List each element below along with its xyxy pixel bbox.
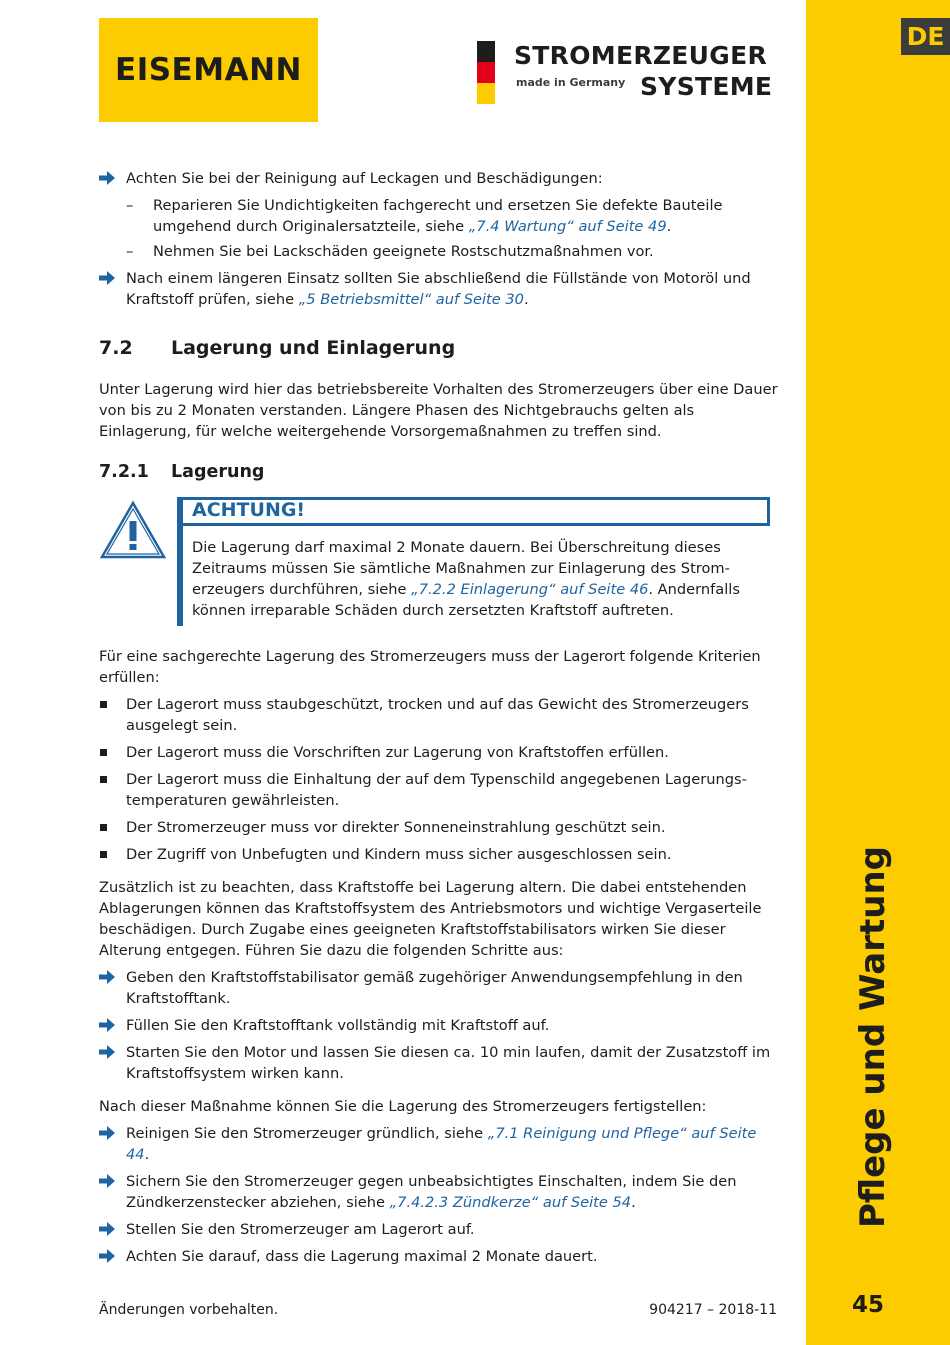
- square-bullet-icon: [100, 851, 107, 858]
- section-number: 7.2: [99, 337, 133, 359]
- brand-tagline: made in Germany: [516, 76, 626, 89]
- sub-item-text: Nehmen Sie bei Lackschäden geeignete Rostschutzmaßnahmen vor.: [153, 243, 654, 260]
- warning-title: ACHTUNG!: [192, 499, 306, 521]
- sub-item-text: Reparieren Sie Undichtigkeiten fachgerecht und ersetzen Sie defekte Bauteile umgehend durch Originalersatzteile, siehe: [153, 197, 723, 235]
- list-item: [99, 844, 779, 865]
- cross-reference-link[interactable]: „5 Betriebsmittel“ auf Seite 30: [298, 291, 524, 308]
- list-item: [99, 769, 779, 811]
- arrow-right-icon: [99, 271, 115, 285]
- subsection-title: Lagerung: [171, 462, 265, 482]
- document-id: 904217 – 2018-11: [649, 1302, 777, 1318]
- section-title: Lagerung und Einlagerung: [171, 337, 456, 359]
- cross-reference-link[interactable]: „7.1 Reinigung und Pflege“ auf Seite 44: [126, 1125, 757, 1163]
- arrow-right-icon: [99, 1249, 115, 1263]
- dash-marker: –: [126, 197, 134, 214]
- arrow-right-icon: [99, 1222, 115, 1236]
- page-number: 45: [851, 1292, 884, 1318]
- logo-text: EISEMANN: [115, 52, 302, 88]
- arrow-right-icon: [99, 1045, 115, 1059]
- list-item-text: Sichern Sie den Stromerzeuger gegen unbeabsichtigtes Einschalten, indem Sie den Zündkerzenstecker abziehen, siehe: [126, 1173, 737, 1211]
- square-bullet-icon: [100, 749, 107, 756]
- list-item-text: Der Zugriff von Unbefugten und Kindern muss sicher ausgeschlossen sein.: [126, 846, 672, 863]
- brand-line-2: SYSTEME: [640, 72, 773, 101]
- brand-line-1: STROMERZEUGER: [514, 41, 768, 70]
- square-bullet-icon: [100, 701, 107, 708]
- list-item-text: Der Lagerort muss staubgeschützt, trocken und auf das Gewicht des Stromerzeugers ausgelegt sein.: [126, 696, 749, 734]
- warning-text-start: Die Lagerung darf maximal 2 Monate dauern. Bei Überschreitung dieses Zeitraums müssen Sie sämtliche Maßnahmen zur Einlagerung des Stromerzeugers durchführen, siehe: [192, 539, 730, 598]
- list-item-text: Achten Sie darauf, dass die Lagerung maximal 2 Monate dauert.: [126, 1248, 598, 1265]
- list-item-text: Füllen Sie den Kraftstofftank vollständig mit Kraftstoff auf.: [126, 1017, 550, 1034]
- cross-reference-link[interactable]: „7.4.2.3 Zündkerze“ auf Seite 54: [389, 1194, 632, 1211]
- language-badge: DE: [901, 18, 950, 55]
- sub-list-item: [99, 195, 779, 237]
- arrow-right-icon: [99, 1174, 115, 1188]
- list-item-text: Nach einem längeren Einsatz sollten Sie abschließend die Füllstände von Motoröl und Kraftstoff prüfen, siehe: [126, 270, 751, 308]
- arrow-right-icon: [99, 1018, 115, 1032]
- list-item-text: Achten Sie bei der Reinigung auf Leckagen und Beschädigungen:: [126, 170, 603, 187]
- arrow-right-icon: [99, 1126, 115, 1140]
- warning-triangle-icon: [99, 500, 167, 560]
- cross-reference-link[interactable]: „7.2.2 Einlagerung“ auf Seite 46: [411, 581, 649, 598]
- list-item-text: Der Lagerort muss die Vorschriften zur Lagerung von Kraftstoffen erfüllen.: [126, 744, 669, 761]
- list-item: [99, 742, 779, 763]
- cross-reference-link[interactable]: „7.4 Wartung“ auf Seite 49: [468, 218, 667, 235]
- warning-box: [99, 497, 779, 628]
- sub-list-item: [99, 241, 779, 262]
- list-item: [99, 817, 779, 838]
- list-item: [99, 1015, 779, 1036]
- list-item-text: Starten Sie den Motor und lassen Sie diesen ca. 10 min laufen, damit der Zusatzstoff im Kraftstoffsystem wirken kann.: [126, 1044, 771, 1082]
- list-item-text: Der Stromerzeuger muss vor direkter Sonneneinstrahlung geschützt sein.: [126, 819, 666, 836]
- list-item: [99, 168, 779, 189]
- list-item: [99, 1042, 779, 1084]
- list-item-end: .: [631, 1194, 636, 1211]
- eisemann-logo: [99, 18, 318, 122]
- subsection-heading: [99, 462, 779, 483]
- list-item: [99, 1246, 779, 1267]
- list-item: [99, 1171, 779, 1213]
- footer-note: Änderungen vorbehalten.: [99, 1302, 279, 1318]
- main-content: [99, 168, 779, 1273]
- warning-text: [192, 537, 772, 621]
- list-item: [99, 967, 779, 1009]
- list-item-end: .: [523, 291, 529, 308]
- list-item: [99, 694, 779, 736]
- fuel-intro: Zusätzlich ist zu beachten, dass Kraftstoffe bei Lagerung altern. Die dabei entstehenden Ablagerungen können das Kraftstoffsystem des Antriebsmotors und wichtige Vergaserteile beschädigen. Durch Zugabe eines geeigneten Kraftstoffstabilisators wirken Sie dieser Alterung entgegen. Führen Sie dazu die folgenden Schritte aus:: [99, 879, 762, 959]
- list-item-text: Reinigen Sie den Stromerzeuger gründlich, siehe: [126, 1125, 488, 1142]
- criteria-intro: Für eine sachgerechte Lagerung des Stromerzeugers muss der Lagerort folgende Kriterien erfüllen:: [99, 648, 761, 686]
- warning-text-end: . Andernfalls können irreparable Schäden durch zersetzten Kraftstoff auftreten.: [192, 581, 740, 619]
- square-bullet-icon: [100, 824, 107, 831]
- chapter-title: Pflege und Wartung: [853, 845, 893, 1228]
- section-paragraph: Unter Lagerung wird hier das betriebsbereite Vorhalten des Stromerzeugers über eine Dauer von bis zu 2 Monaten verstanden. Längere Phasen des Nichtgebrauchs gelten als Einlagerung, für welche weitergehende Vorsorgemaßnahmen zu treffen sind.: [99, 381, 778, 440]
- sub-item-end: .: [666, 218, 672, 235]
- square-bullet-icon: [100, 776, 107, 783]
- list-item: [99, 1219, 779, 1240]
- final-intro: Nach dieser Maßnahme können Sie die Lagerung des Stromerzeugers fertigstellen:: [99, 1098, 707, 1115]
- list-item-end: .: [144, 1146, 150, 1163]
- arrow-right-icon: [99, 171, 115, 185]
- list-item-text: Stellen Sie den Stromerzeuger am Lagerort auf.: [126, 1221, 475, 1238]
- arrow-right-icon: [99, 970, 115, 984]
- german-flag-icon: [477, 41, 495, 104]
- list-item-text: Der Lagerort muss die Einhaltung der auf dem Typenschild angegebenen Lagerungstemperaturen gewährleisten.: [126, 771, 747, 809]
- list-item-text: Geben den Kraftstoffstabilisator gemäß zugehöriger Anwendungsempfehlung in den Kraftstofftank.: [126, 969, 743, 1007]
- subsection-number: 7.2.1: [99, 462, 149, 482]
- dash-marker: –: [126, 243, 134, 260]
- section-heading: [99, 338, 779, 359]
- list-item: [99, 268, 779, 310]
- list-item: [99, 1123, 779, 1165]
